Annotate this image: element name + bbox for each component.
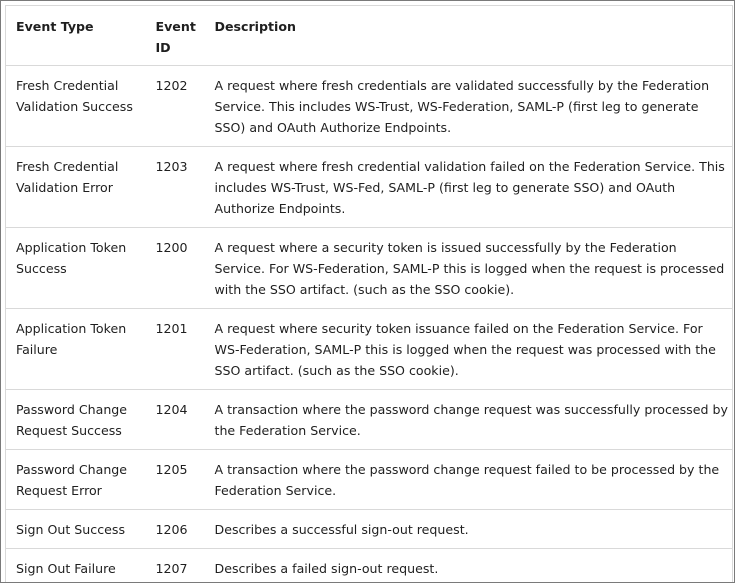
cell-event-id: 1202 bbox=[146, 66, 205, 147]
table-row bbox=[6, 66, 733, 147]
cell-description: A request where fresh credentials are validated successfully by the Federation Service. This includes WS-Trust, WS-Federation, SAML-P (first leg to generate SSO) and OAuth Authorize Endpoints. bbox=[205, 66, 733, 147]
header-event-type: Event Type bbox=[6, 6, 146, 66]
table-row bbox=[6, 450, 733, 510]
table-row bbox=[6, 390, 733, 450]
cell-description: Describes a successful sign-out request. bbox=[205, 510, 733, 549]
cell-event-type: Password Change Request Error bbox=[6, 450, 146, 510]
cell-description: A request where fresh credential validation failed on the Federation Service. This includes WS-Trust, WS-Fed, SAML-P (first leg to generate SSO) and OAuth Authorize Endpoints. bbox=[205, 147, 733, 228]
cell-event-type: Application Token Failure bbox=[6, 309, 146, 390]
cell-event-type: Application Token Success bbox=[6, 228, 146, 309]
table-header-row bbox=[6, 6, 733, 66]
cell-event-id: 1204 bbox=[146, 390, 205, 450]
cell-description: A transaction where the password change request was successfully processed by the Federation Service. bbox=[205, 390, 733, 450]
cell-description: A request where a security token is issued successfully by the Federation Service. For WS-Federation, SAML-P this is logged when the request is processed with the SSO artifact. (such as the SSO cookie). bbox=[205, 228, 733, 309]
cell-description: A request where security token issuance failed on the Federation Service. For WS-Federation, SAML-P this is logged when the request was processed with the SSO artifact. (such as the SSO cookie). bbox=[205, 309, 733, 390]
cell-event-id: 1205 bbox=[146, 450, 205, 510]
events-table bbox=[5, 5, 733, 583]
header-event-id: Event ID bbox=[146, 6, 205, 66]
cell-event-id: 1207 bbox=[146, 549, 205, 583]
cell-event-id: 1206 bbox=[146, 510, 205, 549]
cell-event-type: Fresh Credential Validation Success bbox=[6, 66, 146, 147]
cell-event-id: 1201 bbox=[146, 309, 205, 390]
cell-event-type: Sign Out Failure bbox=[6, 549, 146, 583]
cell-event-id: 1203 bbox=[146, 147, 205, 228]
table-row bbox=[6, 510, 733, 549]
table-row bbox=[6, 228, 733, 309]
header-description: Description bbox=[205, 6, 733, 66]
cell-event-id: 1200 bbox=[146, 228, 205, 309]
cell-description: Describes a failed sign-out request. bbox=[205, 549, 733, 583]
cell-event-type: Fresh Credential Validation Error bbox=[6, 147, 146, 228]
table-row bbox=[6, 309, 733, 390]
table-row bbox=[6, 549, 733, 583]
cell-description: A transaction where the password change request failed to be processed by the Federation Service. bbox=[205, 450, 733, 510]
cell-event-type: Password Change Request Success bbox=[6, 390, 146, 450]
cell-event-type: Sign Out Success bbox=[6, 510, 146, 549]
table-row bbox=[6, 147, 733, 228]
